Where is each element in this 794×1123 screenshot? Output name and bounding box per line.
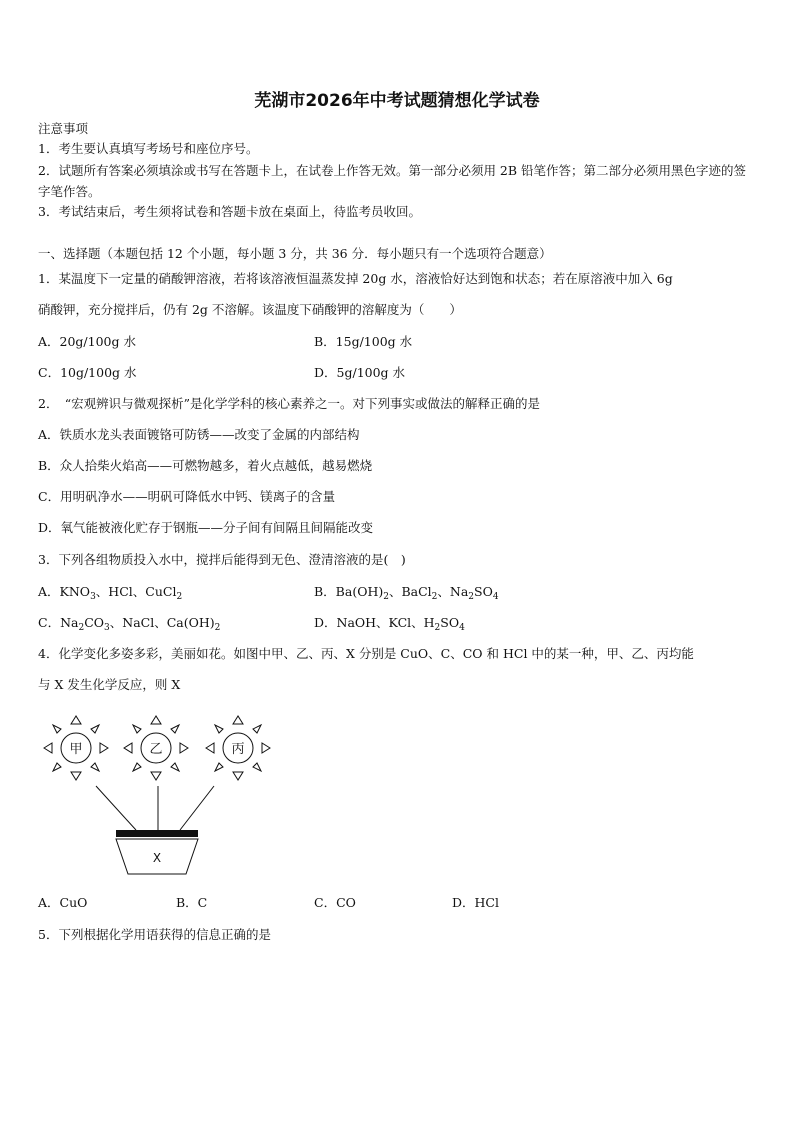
notice-heading: 注意事项 — [38, 121, 89, 136]
sun-bing-icon — [206, 716, 270, 780]
q2-option-a: A．铁质水龙头表面镀铬可防锈——改变了金属的内部结构 — [38, 427, 360, 442]
notice-item-3: 3．考试结束后，考生须将试卷和答题卡放在桌面上，待监考员收回。 — [38, 204, 421, 219]
notice-item-1: 1．考生要认真填写考场号和座位序号。 — [38, 141, 259, 156]
q1-option-b: B．15g/100g 水 — [314, 334, 413, 349]
sun-yi-label: 乙 — [149, 742, 163, 757]
q2-option-b: B．众人拾柴火焰高——可燃物越多，着火点越低，越易燃烧 — [38, 458, 373, 473]
notice-item-2: 2．试题所有答案必须填涂或书写在答题卡上，在试卷上作答无效。第一部分必须用 2B 铅笔作答；第二部分必须用黑色字迹的签字笔作答。 — [38, 163, 747, 199]
pot-label: X — [152, 851, 162, 865]
q2-option-c: C．用明矾净水——明矾可降低水中钙、镁离子的含量 — [38, 489, 336, 504]
q4-stem-line2: 与 X 发生化学反应，则 X — [38, 677, 181, 692]
q1-option-a: A．20g/100g 水 — [38, 334, 136, 349]
pot-rim — [116, 830, 198, 837]
sun-jia-icon — [44, 716, 108, 780]
sun-yi-icon — [124, 716, 188, 780]
q3-option-a: A．$KNO_3$、HCl、CuCl$_2$ — [38, 584, 183, 602]
q4-option-a: A．CuO — [38, 895, 88, 910]
q3-option-d: D．NaOH、KCl、$H_2SO_4$ — [314, 615, 465, 633]
q3-stem: 3．下列各组物质投入水中，搅拌后能得到无色、澄清溶液的是( ) — [38, 552, 406, 567]
q4-stem-line1: 4．化学变化多姿多彩，美丽如花。如图中甲、乙、丙、X 分别是 CuO、C、CO 和 HCl 中的某一种，甲、乙、丙均能 — [38, 646, 694, 661]
q1-stem-line2: 硝酸钾，充分搅拌后，仍有 2g 不溶解。该温度下硝酸钾的溶解度为（ ） — [38, 302, 462, 317]
q1-option-c: C．10g/100g 水 — [38, 365, 137, 380]
q2-option-d: D．氧气能被液化贮存于钢瓶——分子间有间隔且间隔能改变 — [38, 520, 374, 535]
sun-bing-label: 丙 — [231, 742, 245, 757]
q2-stem: 2． “宏观辨识与微观探析”是化学学科的核心素养之一。对下列事实或做法的解释正确的是 — [38, 396, 540, 411]
sun-jia-label: 甲 — [69, 742, 83, 757]
q4-option-d: D．HCl — [452, 895, 499, 910]
q3-option-c: C．$Na_2CO_3$、NaCl、$Ca(OH)_2$ — [38, 615, 221, 633]
page-title: 芜湖市2026年中考试题猜想化学试卷 — [254, 91, 540, 111]
flower-pot-diagram — [36, 706, 286, 880]
q5-stem: 5．下列根据化学用语获得的信息正确的是 — [38, 927, 271, 942]
flower-stems — [96, 786, 214, 830]
q1-stem-line1: 1．某温度下一定量的硝酸钾溶液，若将该溶液恒温蒸发掉 20g 水，溶液恰好达到饱和状态；若在原溶液中加入 6g — [38, 271, 673, 286]
q4-option-b: B．C — [176, 895, 208, 910]
q3-option-b: B．$Ba(OH)_2$、BaCl$_2$、$Na_2SO_4$ — [314, 584, 499, 602]
section-heading: 一、选择题（本题包括 12 个小题，每小题 3 分，共 36 分．每小题只有一个选项符合题意） — [38, 246, 552, 261]
q4-option-c: C．CO — [314, 895, 356, 910]
q1-option-d: D．5g/100g 水 — [314, 365, 406, 380]
